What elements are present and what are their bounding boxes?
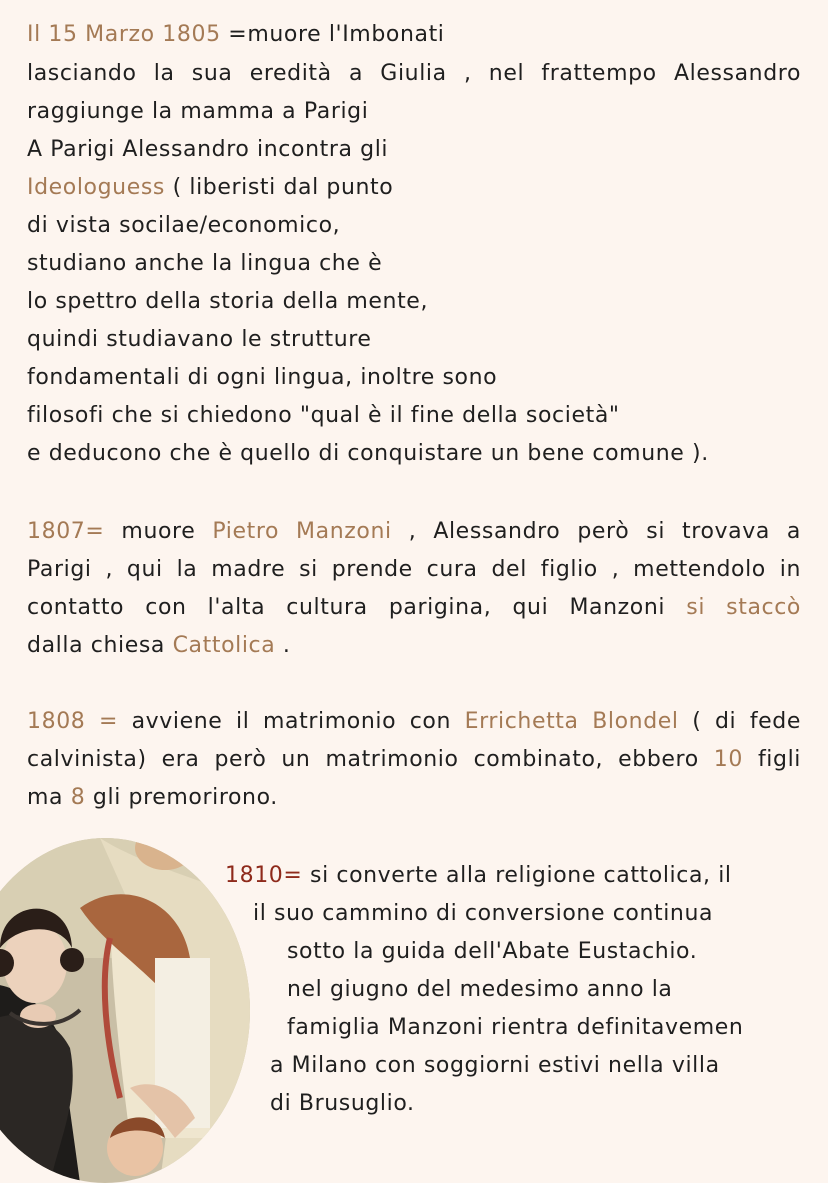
s1-line-5 — [27, 169, 393, 207]
s4-line-6: a Milano con soggiorni estivi nella villa — [270, 1053, 720, 1078]
s1-line-7: studiano anche la lingua che è — [27, 251, 383, 276]
s2-line-4-end: . — [275, 633, 291, 658]
s1-line-6: di vista socilae/economico, — [27, 213, 341, 238]
s3-line-3 — [27, 779, 278, 817]
s1-line-11: filosofi che si chiedono "qual è il fine della società" — [27, 403, 620, 428]
portrait-illustration — [0, 838, 250, 1183]
s4-line-2: il suo cammino di conversione continua — [253, 901, 714, 926]
s3-text-b: ( di fede — [678, 709, 802, 734]
eight-children: 8 — [70, 785, 86, 810]
s1-line-8: lo spettro della storia della mente, — [27, 289, 429, 314]
s3-line-2 — [27, 741, 801, 779]
s3-line-3-end: gli premorirono. — [85, 785, 278, 810]
ten-children: 10 — [713, 747, 743, 772]
s4-line-4: nel giugno del medesimo anno la — [287, 977, 673, 1002]
ideologues-term: Ideologuess — [27, 175, 165, 200]
s2-line-3-text: contatto con l'alta cultura parigina, qui Manzoni — [27, 595, 687, 620]
pietro-manzoni-name: Pietro Manzoni — [212, 519, 392, 544]
s1-line-5-text: ( liberisti dal punto — [165, 175, 394, 200]
s3-text-a: avviene il matrimonio con — [118, 709, 465, 734]
s2-line-3 — [27, 589, 801, 627]
s2-line-1 — [27, 513, 801, 551]
errichetta-blondel-name: Errichetta Blondel — [464, 709, 679, 734]
s4-line-3: sotto la guida dell'Abate Eustachio. — [287, 939, 698, 964]
year-1808: 1808 = — [27, 709, 119, 734]
s2-line-4 — [27, 627, 291, 665]
s3-line-2-text: calvinista) era però un matrimonio combinato, ebbero — [27, 747, 714, 772]
s2-line-4-text: dalla chiesa — [27, 633, 173, 658]
cattolica-term: Cattolica — [172, 633, 276, 658]
s3-line-3-text: ma — [27, 785, 71, 810]
s1-line-9: quindi studiavano le strutture — [27, 327, 372, 352]
s4-line-1 — [225, 857, 732, 895]
s1-line-1-text: =muore l'Imbonati — [220, 22, 445, 47]
s2-line-2: Parigi , qui la madre si prende cura del figlio , mettendolo in — [27, 557, 801, 582]
s1-line-10: fondamentali di ogni lingua, inoltre sono — [27, 365, 498, 390]
si-stacco-term: si staccò — [686, 595, 801, 620]
s2-text-a: muore — [104, 519, 213, 544]
portrait-painting — [0, 838, 250, 1183]
s4-line-7: di Brusuglio. — [270, 1091, 415, 1116]
s3-line-2-end: figli — [742, 747, 801, 772]
s1-line-12: e deducono che è quello di conquistare un bene comune ). — [27, 441, 709, 466]
date-1805: Il 15 Marzo 1805 — [27, 22, 221, 47]
s4-line-1-text: si converte alla religione cattolica, il — [302, 863, 732, 888]
s3-line-1 — [27, 703, 801, 741]
s1-line-4: A Parigi Alessandro incontra gli — [27, 137, 389, 162]
year-1810: 1810= — [225, 863, 303, 888]
s1-line-2: lasciando la sua eredità a Giulia , nel frattempo Alessandro — [27, 61, 801, 86]
s2-text-b: , Alessandro però si trovava a — [391, 519, 801, 544]
s1-line-1 — [27, 16, 445, 54]
s4-line-5: famiglia Manzoni rientra definitavemen — [287, 1015, 744, 1040]
year-1807: 1807= — [27, 519, 105, 544]
s1-line-3: raggiunge la mamma a Parigi — [27, 99, 369, 124]
